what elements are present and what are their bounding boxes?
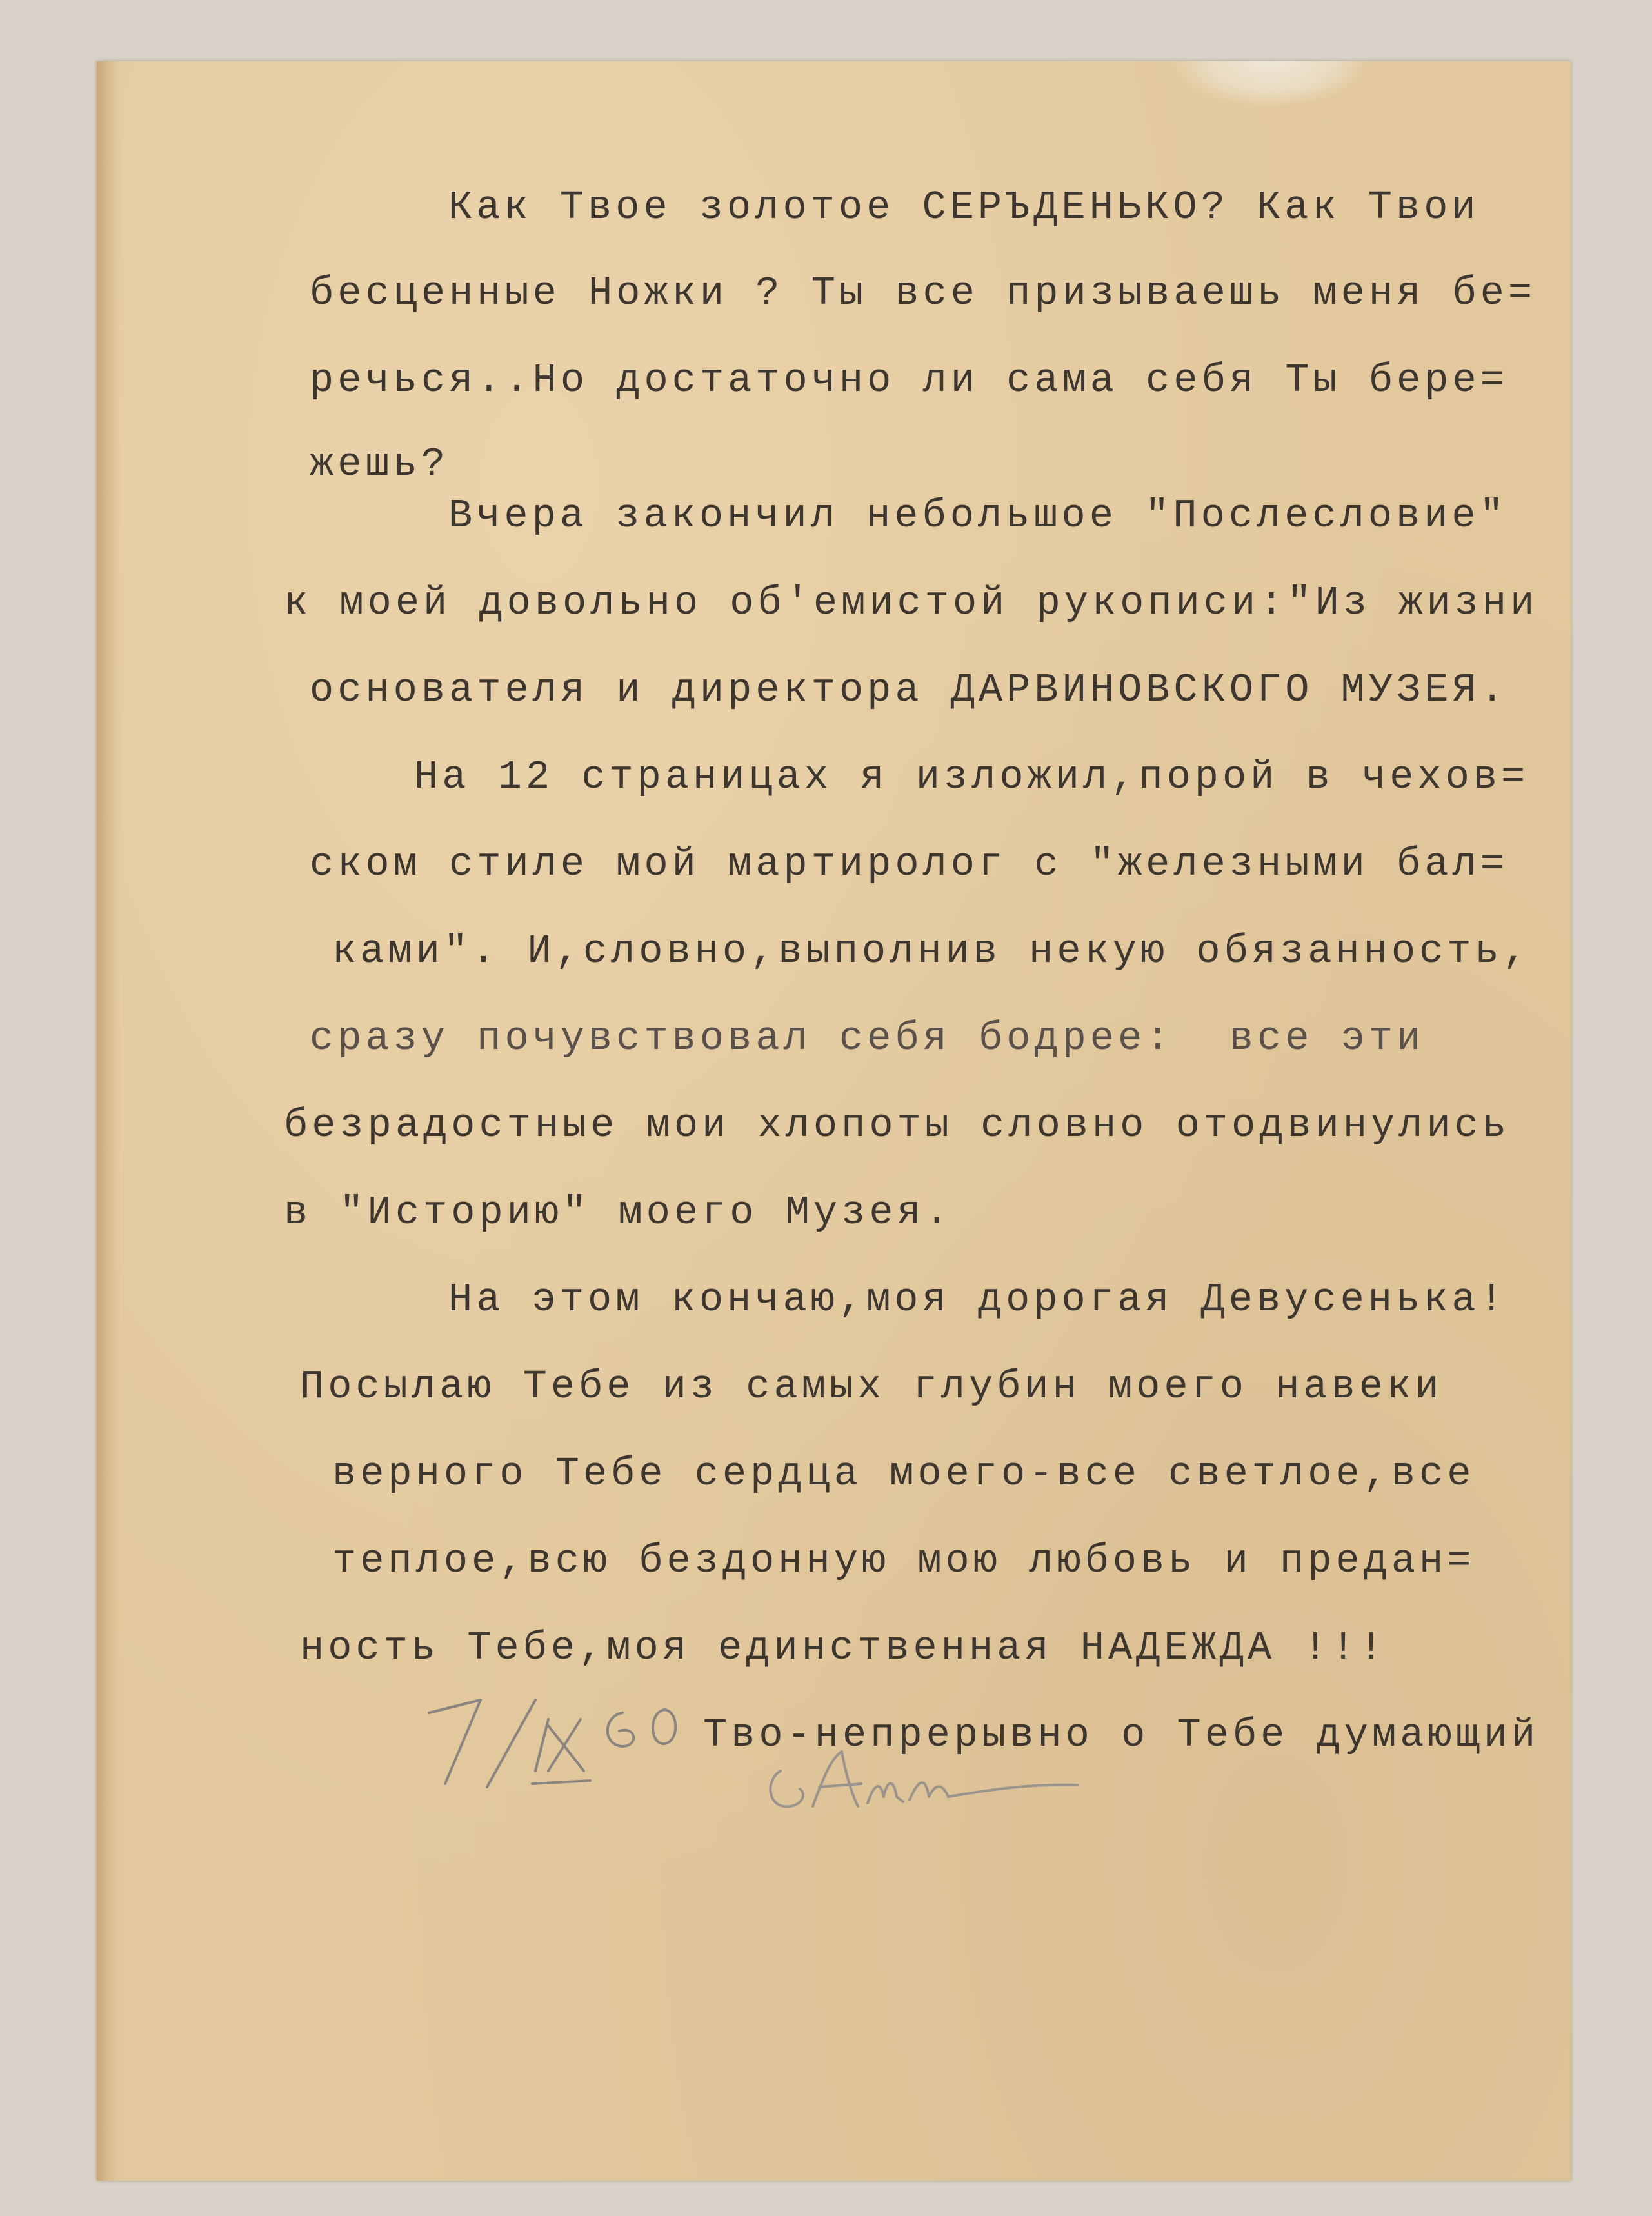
letter-line-18: ность Тебе,моя единственная НАДЕЖДА !!! <box>300 1625 1388 1671</box>
letter-line-10: ками". И,словно,выполнив некую обязанность, <box>332 928 1531 974</box>
letter-line-5: Вчера закончил небольшое "Послесловие" <box>448 493 1508 539</box>
paper-tear <box>1174 61 1368 106</box>
letter-line-12: безрадостные мои хлопоты словно отодвинулись <box>284 1103 1511 1148</box>
letter-line-15: Посылаю Тебе из самых глубин моего навеки <box>300 1364 1443 1410</box>
letter-line-16: верного Тебе сердца моего-все светлое,все <box>332 1451 1475 1497</box>
letter-line-3: речься..Но достаточно ли сама себя Ты бере= <box>310 357 1508 403</box>
letter-line-17: теплое,всю бездонную мою любовь и предан= <box>332 1538 1475 1584</box>
letter-sheet <box>97 61 1571 2181</box>
letter-line-13: в "Историю" моего Музея. <box>284 1190 953 1235</box>
letter-line-19: Тво-непрерывно о Тебе думающий <box>703 1712 1540 1758</box>
letter-line-9: ском стиле мой мартиролог с "железными бал= <box>310 841 1508 887</box>
signature-image <box>755 1732 1090 1822</box>
letter-line-8: На 12 страницах я изложил,порой в чехов= <box>414 754 1529 800</box>
letter-line-11: сразу почувствовал себя бодрее: все эти <box>310 1015 1425 1061</box>
paper-edge-shadow <box>97 61 121 2181</box>
letter-line-7: основателя и директора ДАРВИНОВСКОГО МУЗЕЯ. <box>310 667 1508 713</box>
letter-line-14: На этом кончаю,моя дорогая Девусенька! <box>448 1277 1508 1323</box>
letter-line-6: к моей довольно об'емистой рукописи:"Из жизни <box>284 580 1538 626</box>
handwritten-date-image <box>410 1674 693 1803</box>
letter-line-4: жешь? <box>310 441 450 487</box>
letter-line-2: бесценные Ножки ? Ты все призываешь меня бе= <box>310 270 1537 316</box>
letter-line-1: Как Твое золотое СЕРЪДЕНЬКО? Как Твои <box>448 185 1480 230</box>
